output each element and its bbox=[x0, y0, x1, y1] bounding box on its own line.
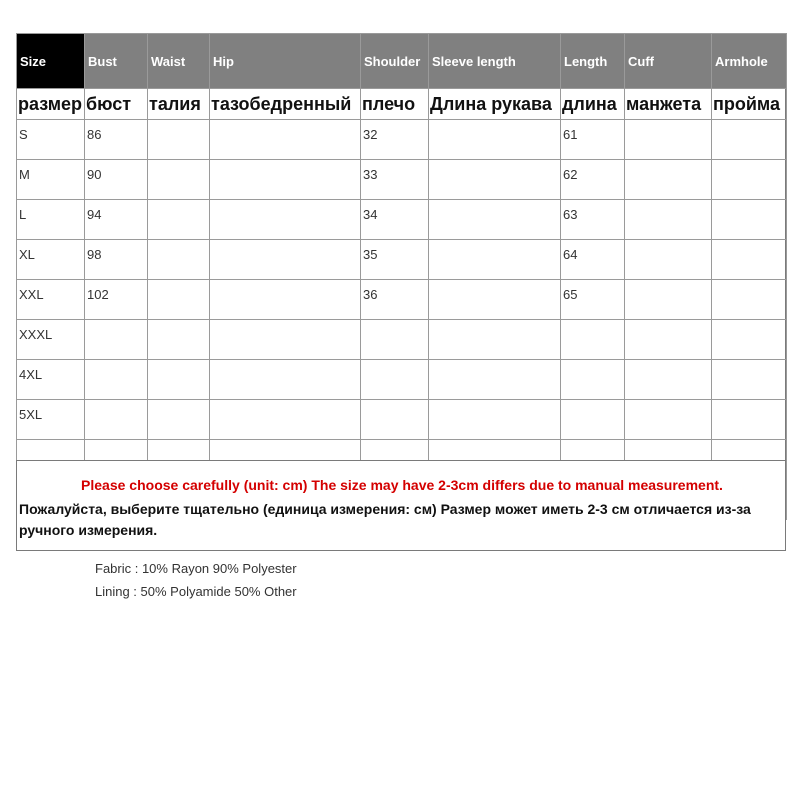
table-row-cell-5 bbox=[429, 360, 561, 400]
table-row-cell-0: 4XL bbox=[17, 360, 85, 400]
header-row-cell-5: Sleeve length bbox=[429, 34, 561, 89]
table-row-cell-3 bbox=[210, 240, 361, 280]
table-row-cell-7 bbox=[625, 160, 712, 200]
table-row-cell-2 bbox=[148, 280, 210, 320]
header-row-cell-7: Cuff bbox=[625, 34, 712, 89]
table-row-cell-4: 34 bbox=[361, 200, 429, 240]
table-row bbox=[17, 360, 787, 400]
table-row-cell-0: S bbox=[17, 120, 85, 160]
table-row-cell-4 bbox=[361, 320, 429, 360]
table-row-cell-8 bbox=[712, 200, 787, 240]
table-row-cell-4: 35 bbox=[361, 240, 429, 280]
table-row-cell-3 bbox=[210, 200, 361, 240]
table-row bbox=[17, 400, 787, 440]
table-row-cell-7 bbox=[625, 280, 712, 320]
lining-info: Lining : 50% Polyamide 50% Other bbox=[95, 584, 297, 599]
table-row-cell-5 bbox=[429, 400, 561, 440]
table-row-cell-8 bbox=[712, 280, 787, 320]
table-row-cell-6 bbox=[561, 400, 625, 440]
table-row-cell-5 bbox=[429, 120, 561, 160]
table-row-cell-1: 94 bbox=[85, 200, 148, 240]
table-row bbox=[17, 240, 787, 280]
table-row-cell-6: 64 bbox=[561, 240, 625, 280]
header-row-ru-cell-5: Длина рукава bbox=[429, 89, 561, 120]
table-row-cell-4 bbox=[361, 360, 429, 400]
table-row-cell-1 bbox=[85, 400, 148, 440]
table-row-cell-0: XXXL bbox=[17, 320, 85, 360]
table-row-cell-8 bbox=[712, 240, 787, 280]
table-row bbox=[17, 120, 787, 160]
header-row-ru-cell-7: манжета bbox=[625, 89, 712, 120]
table-row-cell-5 bbox=[429, 160, 561, 200]
table-row-cell-3 bbox=[210, 320, 361, 360]
measurement-note bbox=[16, 460, 786, 551]
header-row-cell-3: Hip bbox=[210, 34, 361, 89]
table-row-cell-1: 90 bbox=[85, 160, 148, 200]
table-row-cell-3 bbox=[210, 120, 361, 160]
header-row-ru-cell-8: пройма bbox=[712, 89, 787, 120]
table-row bbox=[17, 160, 787, 200]
table-row bbox=[17, 200, 787, 240]
header-row-cell-2: Waist bbox=[148, 34, 210, 89]
table-row-cell-7 bbox=[625, 320, 712, 360]
table-row-cell-4 bbox=[361, 400, 429, 440]
table-row-cell-7 bbox=[625, 200, 712, 240]
table-row-cell-2 bbox=[148, 200, 210, 240]
table-row-cell-1: 102 bbox=[85, 280, 148, 320]
table-row-cell-0: L bbox=[17, 200, 85, 240]
table-row-cell-2 bbox=[148, 160, 210, 200]
header-row-ru-cell-6: длина bbox=[561, 89, 625, 120]
table-row-cell-8 bbox=[712, 120, 787, 160]
table-row-cell-4: 36 bbox=[361, 280, 429, 320]
fabric-info: Fabric : 10% Rayon 90% Polyester bbox=[95, 561, 297, 576]
table-row-cell-1 bbox=[85, 360, 148, 400]
header-row-ru-cell-3: тазобедренный bbox=[210, 89, 361, 120]
header-row-cell-0: Size bbox=[17, 34, 85, 89]
table-row-cell-8 bbox=[712, 400, 787, 440]
table-row-cell-7 bbox=[625, 360, 712, 400]
table-row-cell-7 bbox=[625, 400, 712, 440]
table-row-cell-2 bbox=[148, 240, 210, 280]
table-row-cell-1: 86 bbox=[85, 120, 148, 160]
table-row-cell-6: 65 bbox=[561, 280, 625, 320]
table-row-cell-6: 63 bbox=[561, 200, 625, 240]
header-row-cell-4: Shoulder bbox=[361, 34, 429, 89]
table-row-cell-0: XL bbox=[17, 240, 85, 280]
header-row-cell-8: Armhole bbox=[712, 34, 787, 89]
table-row-cell-3 bbox=[210, 400, 361, 440]
table-row-cell-0: XXL bbox=[17, 280, 85, 320]
table-row-cell-2 bbox=[148, 400, 210, 440]
table-row-cell-6: 61 bbox=[561, 120, 625, 160]
size-chart-table bbox=[16, 33, 787, 520]
table-row bbox=[17, 320, 787, 360]
table-row-cell-8 bbox=[712, 360, 787, 400]
table-row-cell-1: 98 bbox=[85, 240, 148, 280]
table-row-cell-3 bbox=[210, 280, 361, 320]
note-russian: Пожалуйста, выберите тщательно (единица измерения: см) Размер может иметь 2-3 см отличается из-за ручного измерения. bbox=[19, 501, 751, 538]
table-row-cell-2 bbox=[148, 120, 210, 160]
table-row-cell-2 bbox=[148, 320, 210, 360]
table-row-cell-5 bbox=[429, 240, 561, 280]
table-row-cell-6 bbox=[561, 360, 625, 400]
table-row-cell-7 bbox=[625, 240, 712, 280]
header-row-cell-1: Bust bbox=[85, 34, 148, 89]
table-row-cell-2 bbox=[148, 360, 210, 400]
table-row-cell-4: 33 bbox=[361, 160, 429, 200]
header-row-ru-cell-0: размер bbox=[17, 89, 85, 120]
table-row-cell-6 bbox=[561, 320, 625, 360]
table-row-cell-7 bbox=[625, 120, 712, 160]
table-row-cell-5 bbox=[429, 320, 561, 360]
header-row-cell-6: Length bbox=[561, 34, 625, 89]
table-row-cell-1 bbox=[85, 320, 148, 360]
table-row-cell-0: 5XL bbox=[17, 400, 85, 440]
table-row-cell-3 bbox=[210, 360, 361, 400]
header-row bbox=[17, 34, 787, 89]
table-row bbox=[17, 280, 787, 320]
table-row-cell-8 bbox=[712, 160, 787, 200]
table-row-cell-8 bbox=[712, 320, 787, 360]
header-row-ru bbox=[17, 89, 787, 120]
table-row-cell-0: M bbox=[17, 160, 85, 200]
header-row-ru-cell-4: плечо bbox=[361, 89, 429, 120]
table-row-cell-3 bbox=[210, 160, 361, 200]
table-row-cell-4: 32 bbox=[361, 120, 429, 160]
table-row-cell-6: 62 bbox=[561, 160, 625, 200]
table-row-cell-5 bbox=[429, 280, 561, 320]
note-english: Please choose carefully (unit: cm) The size may have 2-3cm differs due to manual measurement. bbox=[81, 477, 723, 493]
header-row-ru-cell-1: бюст bbox=[85, 89, 148, 120]
table-row-cell-5 bbox=[429, 200, 561, 240]
header-row-ru-cell-2: талия bbox=[148, 89, 210, 120]
